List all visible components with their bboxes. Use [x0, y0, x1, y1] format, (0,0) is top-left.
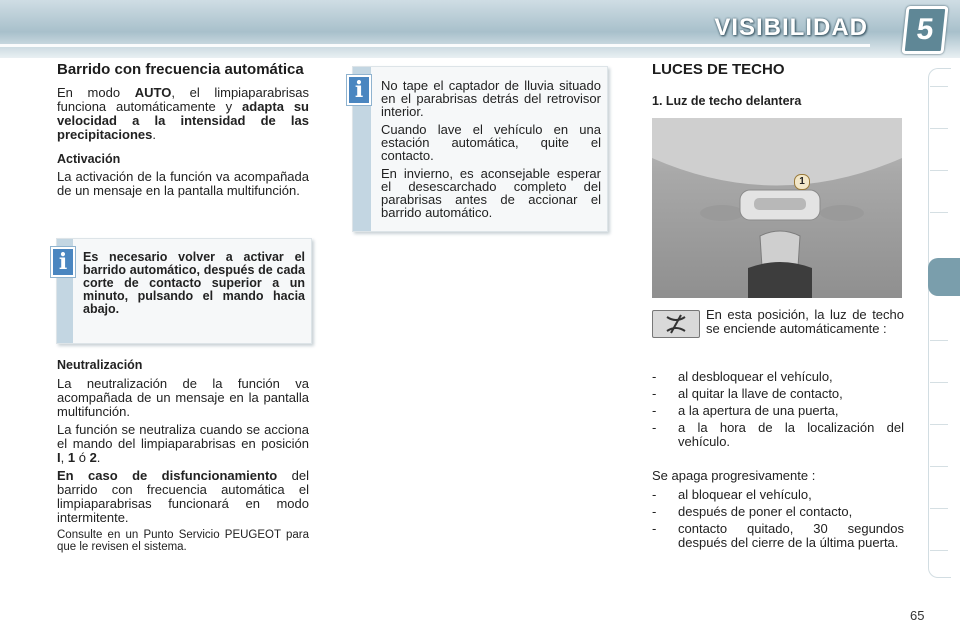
- neutralization-positions-text: La función se neutraliza cuando se acciona el mando del limpiaparabrisas en posición I, 1 ó 2.: [57, 422, 309, 465]
- side-tab-divider: [930, 128, 948, 129]
- side-tab-divider: [930, 550, 948, 551]
- car-wash-text: Cuando lave el vehículo en una estación automática, quite el contacto.: [381, 122, 601, 163]
- activation-text: La activación de la función va acompañada de un mensaje en la pantalla multifunción.: [57, 169, 309, 198]
- page-title: VISIBILIDAD: [714, 14, 868, 41]
- section-heading-roof-lights: LUCES DE TECHO: [652, 61, 785, 78]
- side-tab-divider: [930, 508, 948, 509]
- front-roof-light-title: 1. Luz de techo delantera: [652, 94, 802, 108]
- info-box-text: Es necesario volver a activar el barrido automático, después de cada corte de contacto superior a un minuto, pulsando el mando hacia abajo.: [83, 250, 305, 316]
- header-rule: [0, 44, 870, 47]
- page-number: 65: [910, 608, 925, 623]
- list-item: - al quitar la llave de contacto,: [652, 386, 843, 401]
- rain-sensor-text: No tape el captador de lluvia situado en el parabrisas detrás del retrovisor interior.: [381, 78, 601, 119]
- side-tab-divider: [930, 212, 948, 213]
- info-icon: i: [51, 247, 75, 277]
- side-tab-divider: [930, 424, 948, 425]
- roof-light-switch-icon: [652, 310, 700, 338]
- auto-mode-paragraph: En modo AUTO, el limpiaparabrisas funciona automáticamente y adapta su velocidad a la intensidad de las precipitaciones.: [57, 85, 309, 142]
- neutralization-text: La neutralización de la función va acompañada de un mensaje en la pantalla multifunción.: [57, 376, 309, 419]
- roof-light-photo: [652, 118, 902, 298]
- list-item: - al desbloquear el vehículo,: [652, 369, 833, 384]
- side-tab-divider: [930, 170, 948, 171]
- page-header: [0, 0, 960, 58]
- left-column: [57, 62, 309, 198]
- list-item: - contacto quitado, 30 segundos después del cierre de la última puerta.: [652, 521, 904, 550]
- info-box-reactivate: [56, 238, 312, 344]
- winter-text: En invierno, es aconsejable esperar el desescarchado completo del parabrisas antes de accionar el barrido automático.: [381, 166, 601, 220]
- left-column-lower: [57, 358, 309, 553]
- section-heading-auto-wipe: Barrido con frecuencia automática: [57, 61, 304, 78]
- side-tabs: [928, 68, 951, 578]
- side-tab-divider: [930, 86, 948, 87]
- side-tab-divider: [930, 382, 948, 383]
- consult-text: Consulte en un Punto Servicio PEUGEOT para que le revisen el sistema.: [57, 529, 309, 553]
- info-icon: i: [347, 75, 371, 105]
- side-tab-divider: [930, 340, 948, 341]
- list-item: - a la apertura de una puerta,: [652, 403, 839, 418]
- side-tab-active[interactable]: [928, 258, 960, 296]
- side-tab-divider: [930, 466, 948, 467]
- on-list: [652, 370, 904, 550]
- roof-light-illustration: [652, 118, 902, 298]
- list-item: - después de poner el contacto,: [652, 504, 853, 519]
- position-text-block: [706, 308, 904, 336]
- list-item: - al bloquear el vehículo,: [652, 487, 812, 502]
- off-title: Se apaga progresivamente :: [652, 468, 816, 483]
- info-box-rain-sensor: [352, 66, 608, 232]
- position-text: En esta posición, la luz de techo se enciende automáticamente :: [706, 307, 904, 336]
- neutralization-title: Neutralización: [57, 358, 143, 372]
- activation-title: Activación: [57, 152, 121, 166]
- malfunction-text: En caso de disfuncionamiento del barrido con frecuencia automática el limpiaparabrisas funcionará en modo intermitente.: [57, 468, 309, 525]
- photo-marker-1: 1: [794, 174, 810, 190]
- list-item: - a la hora de la localización del vehículo.: [652, 420, 904, 449]
- chapter-number: 5: [901, 6, 948, 54]
- right-column: [652, 62, 908, 108]
